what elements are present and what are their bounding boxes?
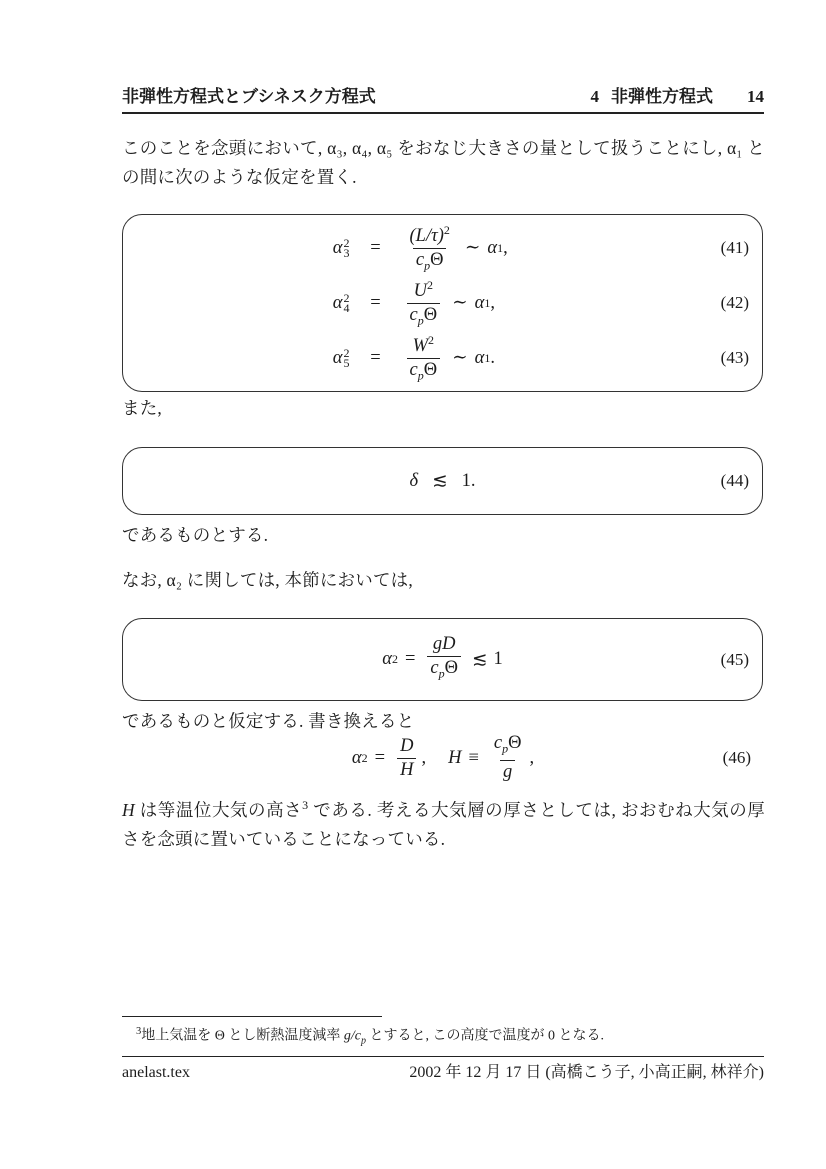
header-section-title: 非弾性方程式: [611, 87, 713, 106]
page-header: [122, 87, 764, 107]
paragraph-after-eq45: であるものと仮定する. 書き換えると: [122, 711, 415, 731]
equation-box-41-43: [122, 214, 763, 392]
equation-box-45: [122, 618, 763, 701]
footer-date-authors: 2002 年 12 月 17 日 (高橋こう子, 小高正嗣, 林祥介): [409, 1064, 764, 1081]
equation-number-46: (46): [722, 748, 751, 767]
equation-number-42: (42): [720, 293, 749, 312]
equation-number-41: (41): [720, 238, 749, 257]
eq41-relation: =: [370, 237, 381, 258]
eq43-rhs: $\frac{W^2}{c_p\Theta}$ ∼ α 1 .: [402, 330, 592, 387]
eq45-fraction: $\frac{gD}{c_p\Theta}$: [427, 634, 461, 685]
footer-rule: [122, 1056, 764, 1057]
eq46-lhs: α: [351, 747, 362, 768]
equation-43: [123, 332, 762, 385]
equation-42: [123, 277, 762, 330]
page-footer: [122, 1062, 764, 1084]
eq46-equiv: ≡: [468, 747, 479, 768]
eq41-fraction: $\frac{(L/\tau)^2}{c_p\Theta}$: [407, 220, 453, 277]
eq45-value: 1: [493, 649, 503, 669]
footnote-marker-inline: 3: [302, 798, 309, 812]
paragraph-nao: なお, α₂ に関しては, 本節においては,: [122, 570, 413, 590]
footnote-rule: [122, 1016, 382, 1017]
eq46-relation: =: [374, 747, 386, 768]
equation-44: [123, 448, 762, 514]
h-variable: H: [122, 799, 135, 820]
paragraph-after-eq44: であるものとする.: [122, 525, 269, 545]
equation-number-45: (45): [720, 649, 749, 669]
header-section-info: [591, 87, 765, 107]
eq45-lhs: α: [382, 649, 392, 669]
eq45-lesssim: ≲: [471, 649, 488, 670]
eq44-relation: ≲: [432, 471, 448, 491]
equation-number-44: (44): [720, 471, 749, 490]
eq41-lhs: α 2 3: [332, 235, 350, 260]
eq43-fraction: $\frac{W^2}{c_p\Theta}$: [407, 330, 441, 387]
equation-41: [123, 222, 762, 275]
paragraph-scale-height: H は等温位大気の高さ$^3$ である. 考える大気層の厚さとしては, おおむね大気の厚さを念頭に置いていることになっている.: [122, 798, 765, 849]
eq42-fraction: $\frac{U^2}{c_p\Theta}$: [407, 275, 441, 332]
eq42-relation: =: [370, 292, 381, 313]
header-section-number: 4: [590, 87, 599, 106]
eq45-relation: =: [404, 649, 416, 669]
eq46-h-var: H: [448, 747, 462, 768]
equation-box-44: [122, 447, 763, 515]
footer-filename: anelast.tex: [122, 1064, 190, 1081]
eq41-rhs: $\frac{(L/\tau)^2}{c_p\Theta}$ ∼ α 1 ,: [402, 220, 592, 277]
eq46-fraction-2: $\frac{c_p\Theta}{g}$: [493, 732, 522, 783]
paragraph-mata: また,: [122, 398, 162, 418]
eq43-lhs: α 2 5: [332, 345, 350, 370]
paragraph-intro: このことを念頭において, α₃, α₄, α₅ をおなじ大きさの量として扱うことにし, α₁ との間に次のような仮定を置く.: [122, 138, 765, 187]
header-rule: [122, 112, 764, 114]
eq44-lhs: δ: [409, 470, 419, 491]
eq43-relation: =: [370, 347, 381, 368]
footnote-marker: 3: [136, 1026, 142, 1037]
header-document-title: 非弾性方程式とブシネスク方程式: [122, 87, 376, 106]
eq44-rhs: 1.: [461, 470, 476, 491]
equation-number-43: (43): [720, 348, 749, 367]
equation-46: α 2 = $\frac{D}{H}$ , H ≡ $\frac{c_p\Theta}{g}$ , (46): [351, 732, 751, 783]
footnote: $^3$地上気温を Θ とし断熱温度減率 $g/c_p$ とすると, この高度で温度が 0 となる.: [136, 1026, 604, 1047]
eq42-lhs: α 2 4: [332, 290, 350, 315]
header-page-number: 14: [747, 87, 764, 106]
equation-45: α 2 = $\frac{gD}{c_p\Theta}$ ≲ 1 (45): [123, 619, 762, 700]
eq46-fraction-1: $\frac{D}{H}$: [397, 736, 416, 781]
eq42-rhs: $\frac{U^2}{c_p\Theta}$ ∼ α 1 ,: [402, 275, 592, 332]
